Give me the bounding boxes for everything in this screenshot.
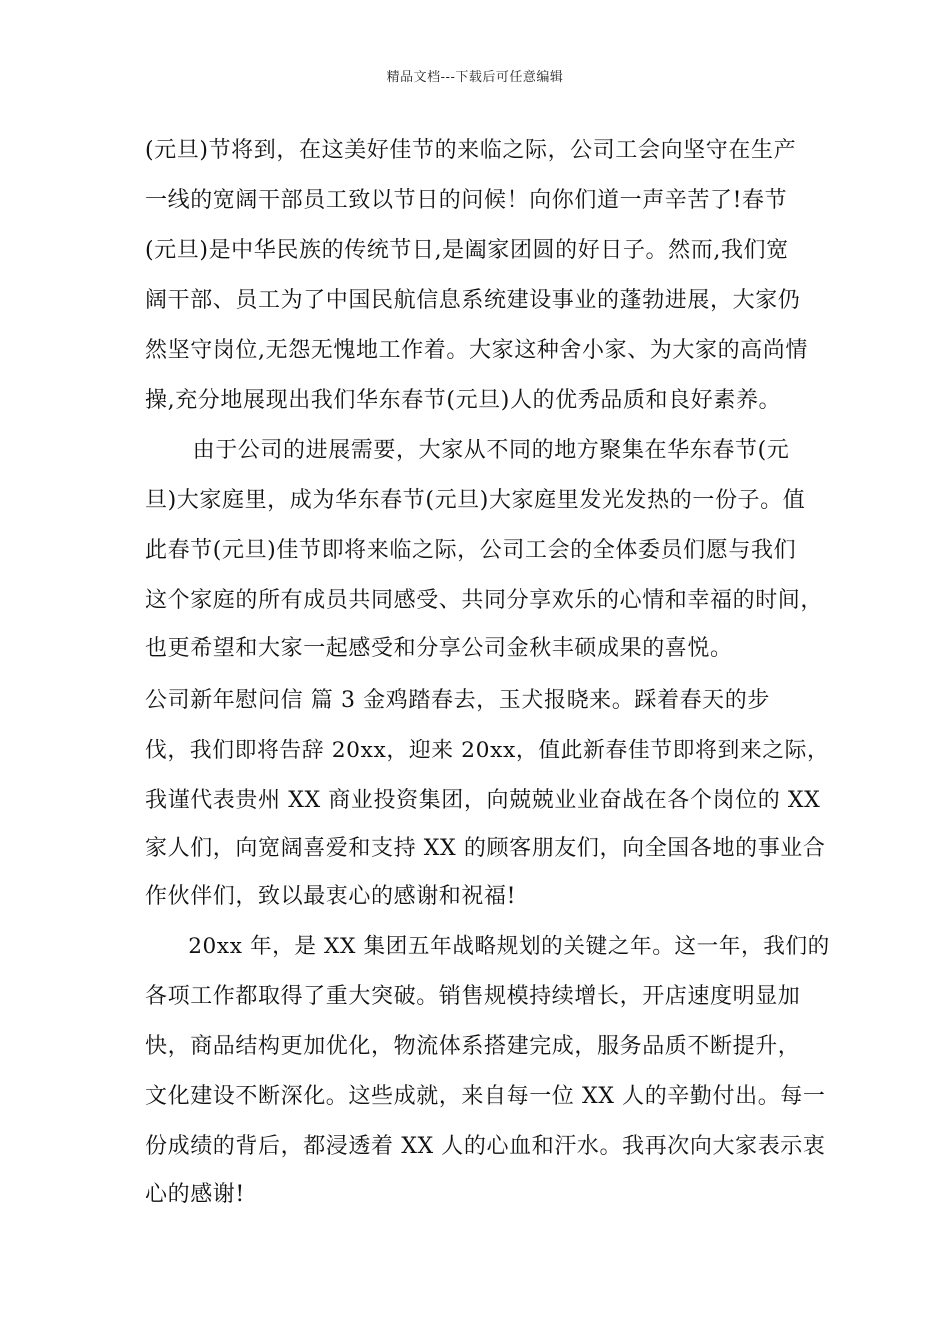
text-line: 旦)大家庭里，成为华东春节(元旦)大家庭里发光发热的一份子。值 — [145, 488, 806, 513]
text-line: 也更希望和大家一起感受和分享公司金秋丰硕成果的喜悦。 — [145, 636, 733, 661]
text-line: (元旦)是中华民族的传统节日,是阖家团圆的好日子。然而,我们宽 — [145, 238, 789, 263]
text-line: 快，商品结构更加优化，物流体系搭建完成，服务品质不断提升， — [145, 1034, 801, 1059]
text-line: 份成绩的背后，都浸透着 XX 人的心血和汗水。我再次向大家表示衷 — [145, 1134, 826, 1159]
text-line: 阔干部、员工为了中国民航信息系统建设事业的蓬勃进展，大家仍 — [145, 288, 801, 313]
text-line: 操,充分地展现出我们华东春节(元旦)人的优秀品质和良好素养。 — [145, 388, 782, 413]
text-line: 此春节(元旦)佳节即将来临之际，公司工会的全体委员们愿与我们 — [145, 538, 797, 563]
text-line: (元旦)节将到，在这美好佳节的来临之际，公司工会向坚守在生产 — [145, 138, 797, 163]
text-line: 20xx 年，是 XX 集团五年战略规划的关键之年。这一年，我们的 — [166, 934, 830, 959]
text-line: 这个家庭的所有成员共同感受、共同分享欢乐的心情和幸福的时间， — [145, 588, 824, 613]
text-line: 文化建设不断深化。这些成就，来自每一位 XX 人的辛勤付出。每一 — [145, 1084, 826, 1109]
text-line: 公司新年慰问信 篇 3 金鸡踏春去，玉犬报晓来。踩着春天的步 — [145, 688, 770, 713]
text-line: 一线的宽阔干部员工致以节日的问候！向你们道一声辛苦了!春节 — [145, 188, 788, 213]
text-line: 由于公司的进展需要，大家从不同的地方聚集在华东春节(元 — [170, 438, 790, 463]
text-line: 我谨代表贵州 XX 商业投资集团，向兢兢业业奋战在各个岗位的 XX — [145, 788, 821, 813]
text-line: 伐，我们即将告辞 20xx，迎来 20xx，值此新春佳节即将到来之际， — [145, 738, 830, 763]
text-line: 家人们，向宽阔喜爱和支持 XX 的顾客朋友们，向全国各地的事业合 — [145, 836, 826, 861]
text-line: 作伙伴们，致以最衷心的感谢和祝福! — [145, 884, 517, 909]
text-line: 心的感谢! — [145, 1182, 245, 1207]
page-header: 精品文档---下载后可任意编辑 — [386, 70, 564, 85]
text-line: 然坚守岗位,无怨无愧地工作着。大家这种舍小家、为大家的高尚情 — [145, 338, 808, 363]
text-line: 各项工作都取得了重大突破。销售规模持续增长，开店速度明显加 — [145, 984, 801, 1009]
